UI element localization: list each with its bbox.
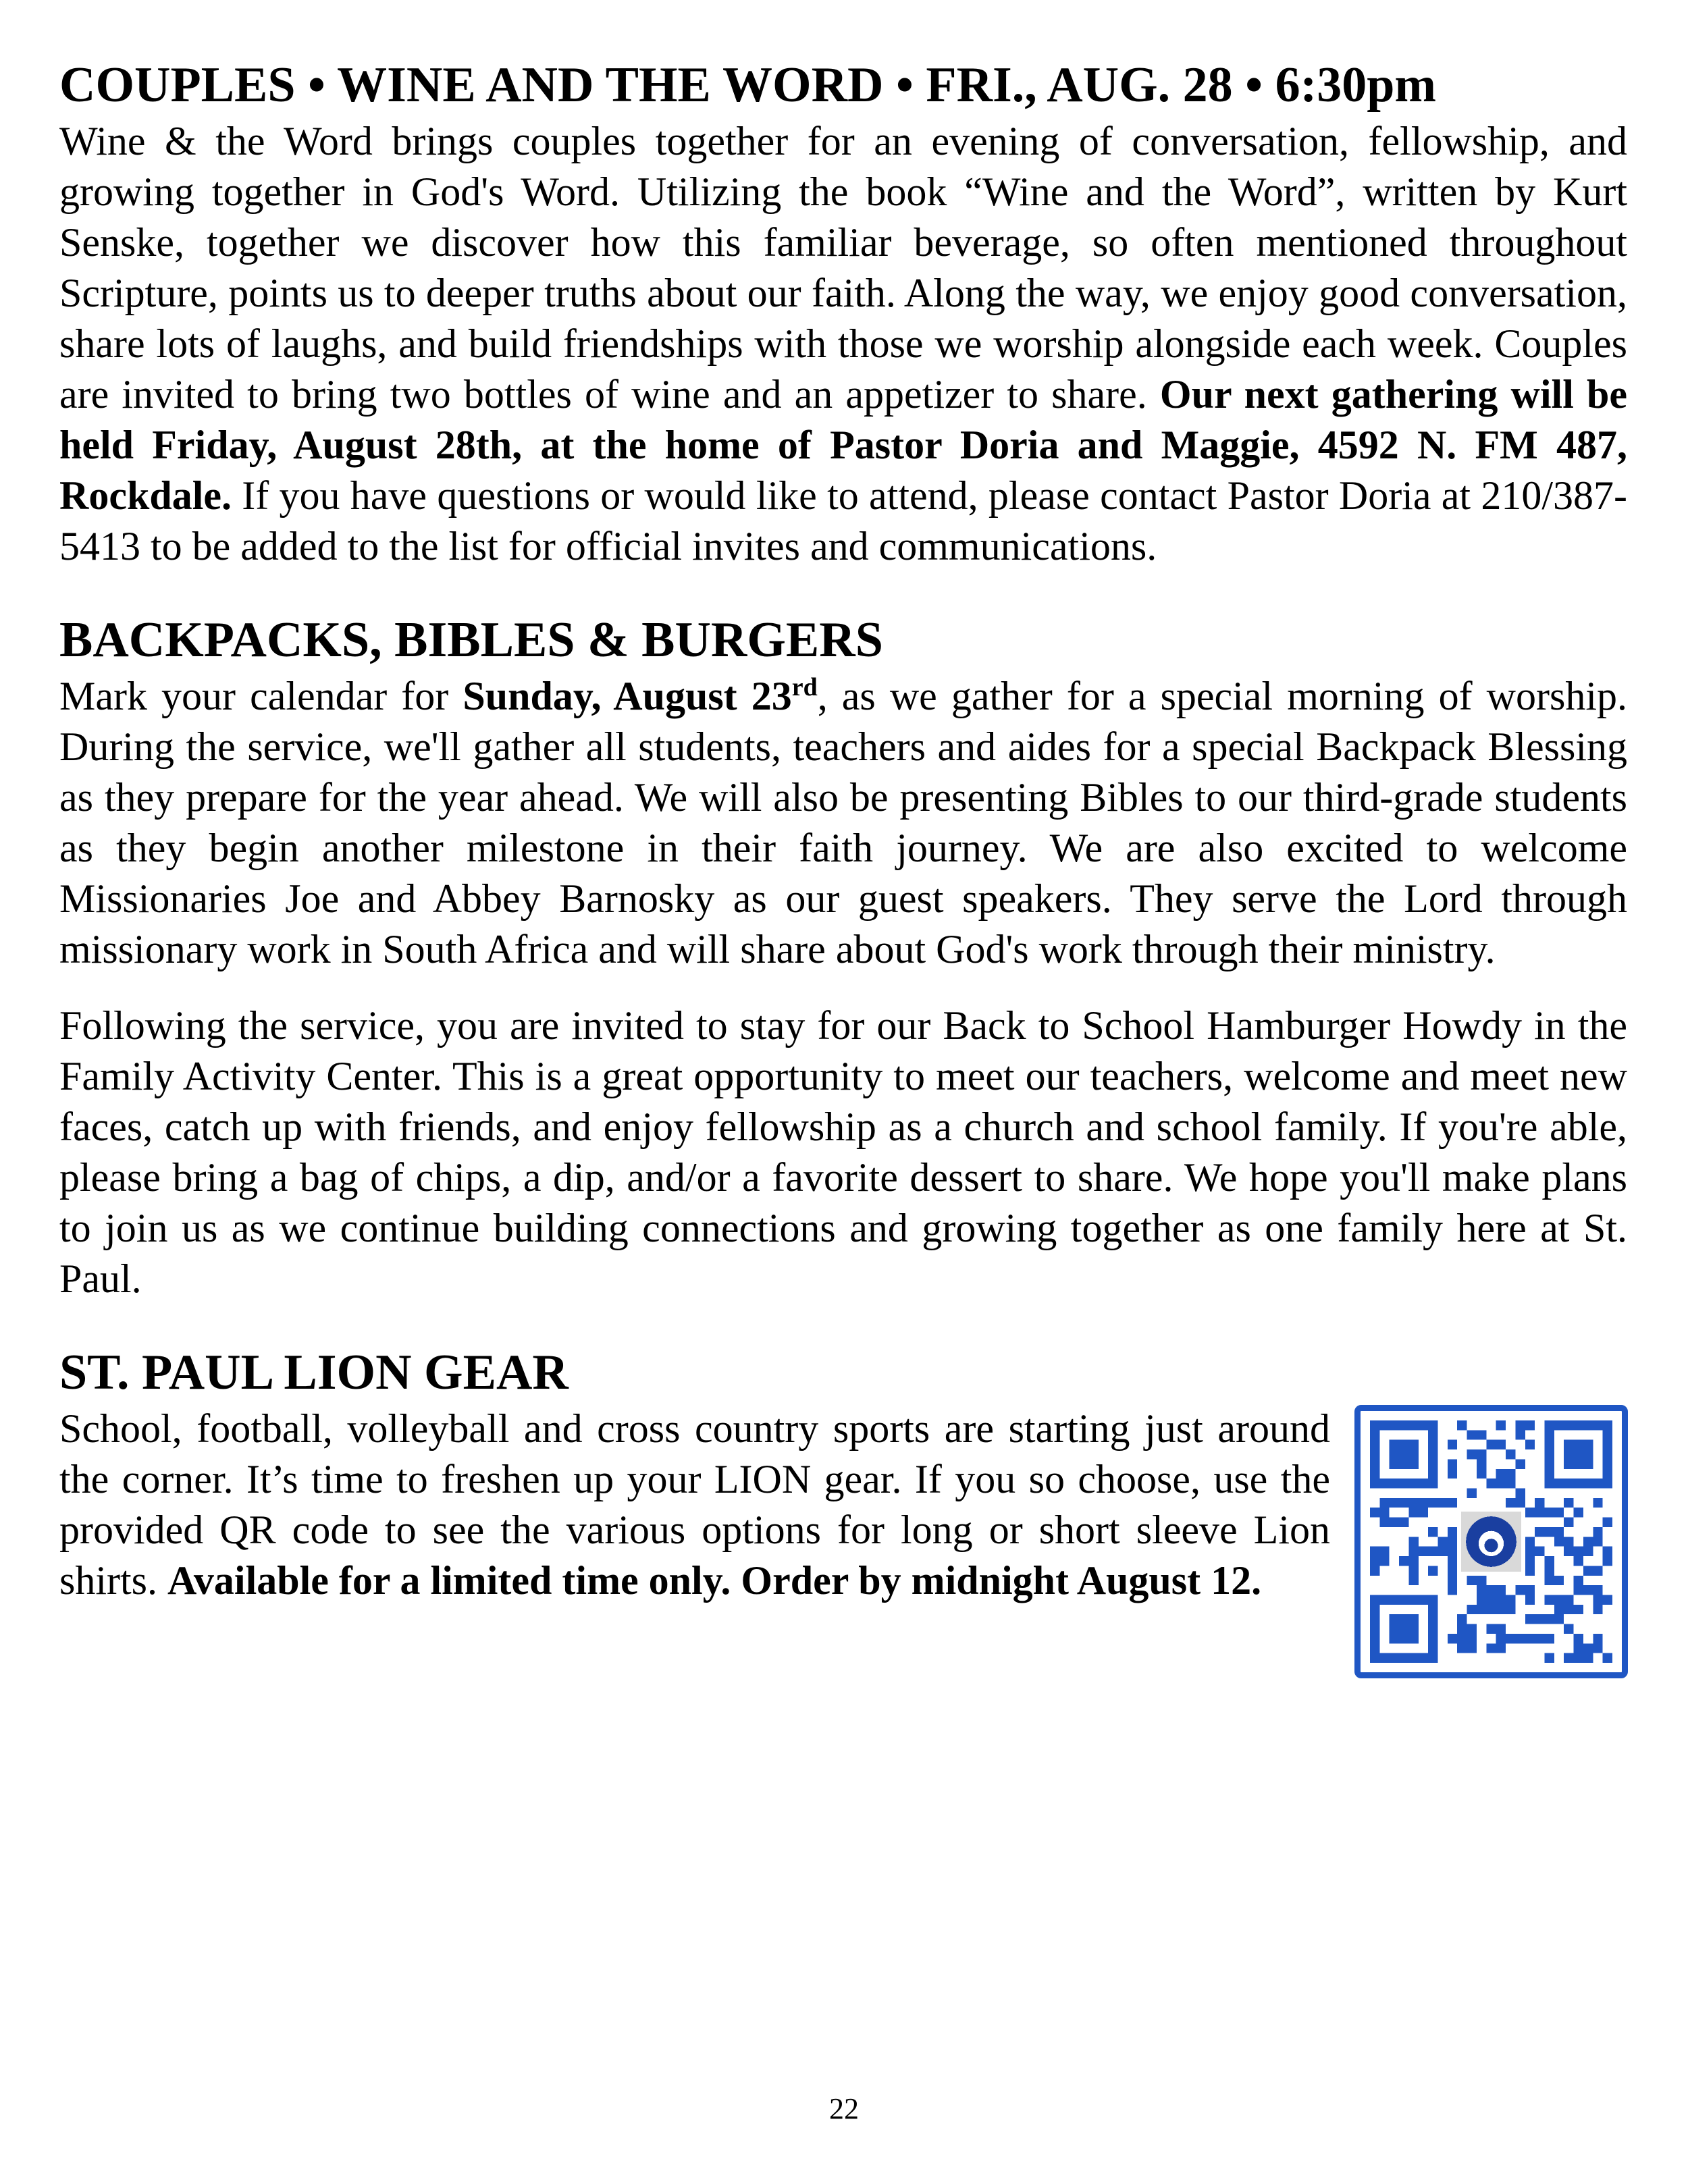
couples-wine-heading: COUPLES • WINE AND THE WORD • FRI., AUG. 28 • 6:30pm xyxy=(59,57,1437,113)
backpacks-date xyxy=(463,674,817,718)
qr-code-icon[interactable] xyxy=(1354,1405,1628,1678)
couples-wine-text-contact: If you have questions or would like to attend, please contact Pastor Doria at 210/387-5413 to be added to the list for official invites and communications. xyxy=(59,473,1627,568)
lion-gear-row xyxy=(59,1404,1627,1606)
lion-gear-paragraph xyxy=(59,1404,1330,1606)
lion-gear-text: School, football, volleyball and cross country sports are starting just around the corner. It’s time to freshen up your LION gear. If you so choose, use the provided QR code to see the various options for long or short sleeve Lion shirts. xyxy=(59,1406,1330,1603)
backpacks-bibles-heading: BACKPACKS, BIBLES & BURGERS xyxy=(59,612,883,668)
backpacks-bibles-section xyxy=(59,609,1627,1304)
backpacks-text-body: , as we gather for a special morning of worship. During the service, we'll gather all students, teachers and aides for a special Backpack Blessing as they prepare for the year ahead. We will also be presenting Bibles to our third-grade students as they begin another milestone in their faith journey. We are also excited to welcome Missionaries Joe and Abbey Barnosky as our guest speakers. They serve the Lord through missionary work in South Africa and will share about God's work through their ministry. xyxy=(59,674,1627,971)
backpacks-date-suffix: rd xyxy=(791,673,818,701)
lion-gear-heading: ST. PAUL LION GEAR xyxy=(59,1345,569,1400)
newsletter-page xyxy=(59,54,1627,1606)
backpacks-paragraph-1 xyxy=(59,671,1627,975)
backpacks-paragraph-2: Following the service, you are invited to stay for our Back to School Hamburger Howdy in the Family Activity Center. This is a great opportunity to meet our teachers, welcome and meet new faces, catch up with friends, and enjoy fellowship as a church and school family. If you're able, please bring a bag of chips, a dip, and/or a favorite dessert to share. We hope you'll make plans to join us as we continue building connections and growing together as one family here at St. Paul. xyxy=(59,1003,1627,1301)
page-number: 22 xyxy=(829,2092,859,2125)
lion-gear-deadline: Available for a limited time only. Order by midnight August 12. xyxy=(167,1558,1262,1603)
couples-wine-text-intro: Wine & the Word brings couples together for an evening of conversation, fellowship, and growing together in God's Word. Utilizing the book “Wine and the Word”, written by Kurt Senske, together we discover how this familiar beverage, so often mentioned throughout Scripture, points us to deeper truths about our faith. Along the way, we enjoy good conversation, share lots of laughs, and build friendships with those we worship alongside each week. Couples are invited to bring two bottles of wine and an appetizer to share. xyxy=(59,119,1627,417)
qr-code-graphic xyxy=(1370,1420,1612,1663)
backpacks-date-text: Sunday, August 23 xyxy=(463,674,792,718)
couples-wine-gathering-details: Our next gathering will be held Friday, August 28th, at the home of Pastor Doria and Maggie, 4592 N. FM 487, Rockdale. xyxy=(59,372,1627,518)
couples-wine-section xyxy=(59,54,1627,572)
couples-wine-paragraph xyxy=(59,116,1627,572)
backpacks-text-intro: Mark your calendar for xyxy=(59,674,463,718)
lion-gear-section xyxy=(59,1341,1627,1606)
